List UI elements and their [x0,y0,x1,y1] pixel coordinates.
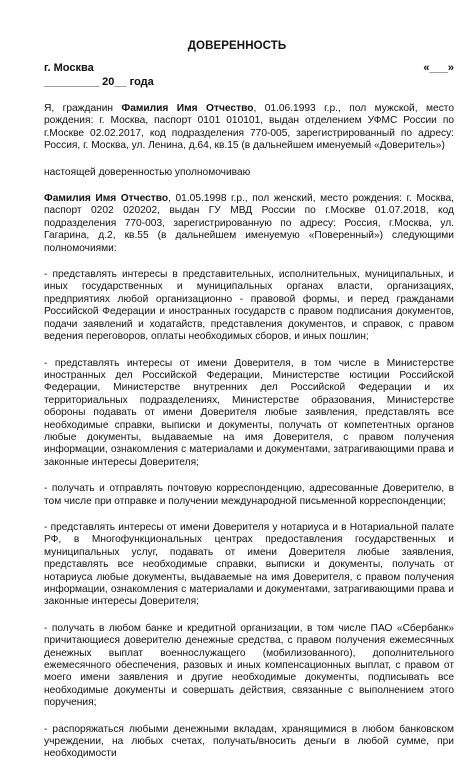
power-item: - представлять интересы в представительных, исполнительных, муниципальных, и иных государственных и муниципальных органах власти, организациях, предприятиях любой организационно - правовой формы, и перед гражданами Российской Федерации и иностранных государств с правом подписания документов, подачи заявлений и ходатайств, представления документов, и справок, с правом ведения переговоров, оплаты необходимых сборов, и иных пошлин; [44,269,454,343]
power-item: - представлять интересы от имени Доверителя, в том числе в Министерстве иностранных дел Российской Федерации, Министерстве юстиции Российской Федерации, Министерстве внутренних дел Российской Федерации и их территориальных подразделениях, Министерстве образования, Министерстве обороны подавать от имени Доверителя любые заявления, представлять все необходимые справки, выписки и документы, получать от компетентных органов любые документы, выдаваемые на имя Доверителя, с правом получения информации, ознакомления с материалами и документами, затрагивающими права и законные интересы Доверителя; [44,357,454,468]
place-date-line [44,62,454,76]
attorney-details: , 01.05.1998 г.р., пол женский, место рождения: г. Москва, паспорт 0202 020202, выдан ГУ МВД России по г.Москве 01.07.2018, код подразделения 770-003, зарегистрированную по адресу: Россия, г.Москва, ул. Гагарина, д.2, кв.55 (в дальнейшем именуемую «Поверенный») следующими полномочиями: [44,193,454,254]
principal-name: Фамилия Имя Отчество [121,103,254,114]
power-item: - распоряжаться любыми денежными вкладам, хранящимися в любом банковском учреждении, на любых счетах, получать/вносить деньги в любой сумме, при необходимости [44,723,454,760]
date-day-placeholder: «___» [423,62,454,74]
document-title: ДОВЕРЕННОСТЬ [187,40,287,52]
power-item: - представлять интересы от имени Доверителя у нотариуса и в Нотариальной палате РФ, в Многофункциональных центрах предоставления государственных и муниципальных услуг, подавать от имени Доверителя любые заявления, представлять все необходимые справки, выписки и документы, получать от нотариуса любые документы, выдаваемые на имя Доверителя, с правом получения информации, ознакомления с материалами и документами, затрагивающими права и законные интересы Доверителя; [44,521,454,608]
power-item: - получать и отправлять почтовую корреспонденцию, адресованные Доверителю, в том числе при отправке и получении международной письменной корреспонденции; [44,483,454,507]
authorize-line: настоящей доверенностью уполномочиваю [44,166,251,178]
principal-lead: Я, гражданин [44,103,122,114]
principal-paragraph [44,103,454,153]
date-year-placeholder: _________ 20__ года [44,76,154,88]
attorney-paragraph [44,193,454,255]
attorney-name: Фамилия Имя Отчество [44,193,169,205]
document-body [44,103,454,775]
principal-details: , 01.06.1993 г.р., пол мужской, место рождения: г. Москва, паспорт 0101 010101, выдан отделением УФМС России по г.Москве 02.02.2017, код подразделения 770-005, зарегистрированный по адресу: Россия, г. Москва, ул. Ленина, д.64, кв.15 (в дальнейшем именуемый «Доверитель») [44,103,455,152]
city-label: г. Москва [44,62,94,74]
power-item: - получать в любом банке и кредитной организации, в том числе ПАО «Сбербанк» причитающиеся доверителю денежные средства, с правом получения ежемесячных денежных выплат военнослужащего (мобилизованного), дополнительного ежемесячного обеспечения, разовых и иных компенсационных выплат, с правом от моего имени заявления и другие необходимые документы, подписывать все необходимые документы и совершать действия, связанные с выполнением этого поручения; [44,622,454,709]
